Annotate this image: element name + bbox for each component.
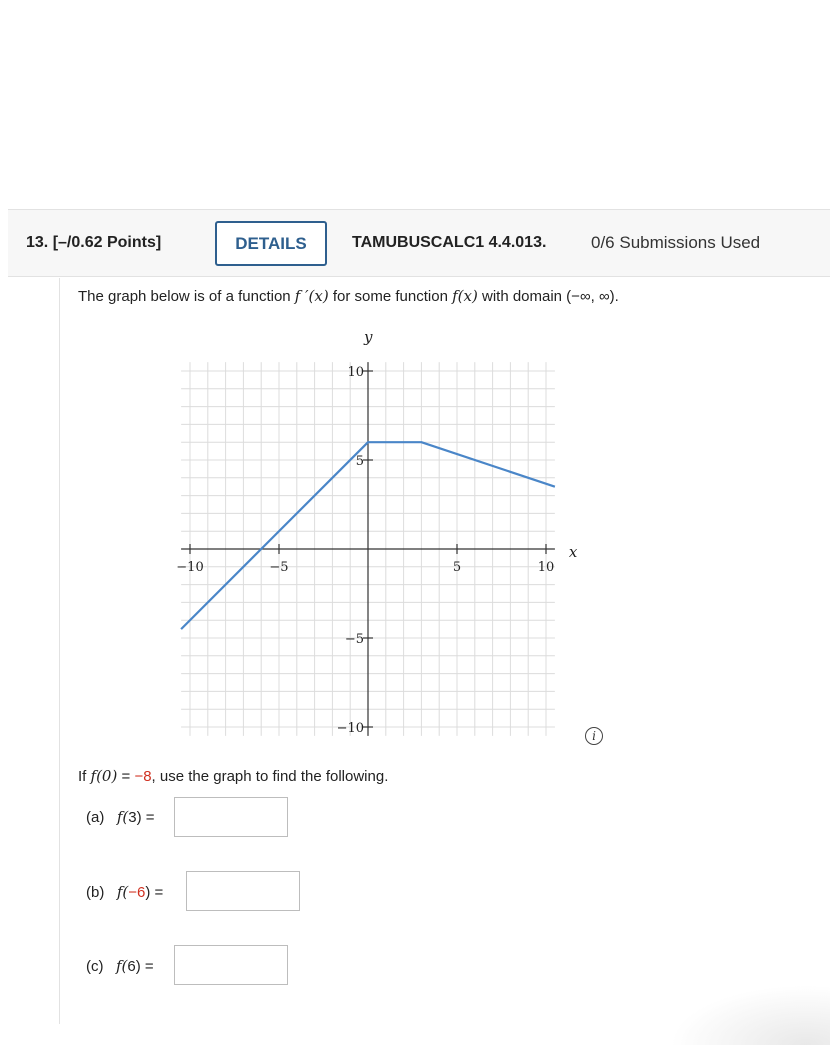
details-button[interactable]: DETAILS xyxy=(215,221,327,266)
initial-condition: If f(0) = −8, use the graph to find the following. xyxy=(78,767,389,785)
question-prompt: The graph below is of a function f ′(x) for some function f(x) with domain (−∞, ∞). xyxy=(78,287,619,305)
x-axis-label: x xyxy=(568,543,578,561)
question-header xyxy=(8,209,830,277)
part-label-1: (a) f(3) = xyxy=(86,808,155,826)
x-tick-label: −10 xyxy=(176,560,204,575)
answer-input-3[interactable] xyxy=(174,945,288,985)
y-tick-label: 5 xyxy=(355,454,364,469)
x-tick-label: 5 xyxy=(452,560,462,575)
x-tick-label: 10 xyxy=(537,560,555,575)
y-tick-label: −5 xyxy=(344,632,364,647)
submissions-used: 0/6 Submissions Used xyxy=(591,233,761,252)
y-axis-label: y xyxy=(364,330,373,347)
part-label-3: (c) f(6) = xyxy=(86,957,154,975)
x-tick-label: −5 xyxy=(269,560,289,575)
y-tick-label: −10 xyxy=(336,721,364,736)
answer-input-1[interactable] xyxy=(174,797,288,837)
derivative-graph xyxy=(160,330,580,750)
points-label: [–/0.62 Points] xyxy=(52,234,162,251)
answer-input-2[interactable] xyxy=(186,871,300,911)
part-label-2: (b) f(−6) = xyxy=(86,883,164,901)
y-tick-label: 10 xyxy=(347,365,364,380)
corner-shadow xyxy=(670,985,830,1045)
problem-code: TAMUBUSCALC1 4.4.013. xyxy=(352,234,547,251)
info-icon[interactable]: i xyxy=(585,727,603,745)
initial-value: −8 xyxy=(134,768,152,785)
question-number: 13. [–/0.62 Points] xyxy=(26,234,162,251)
